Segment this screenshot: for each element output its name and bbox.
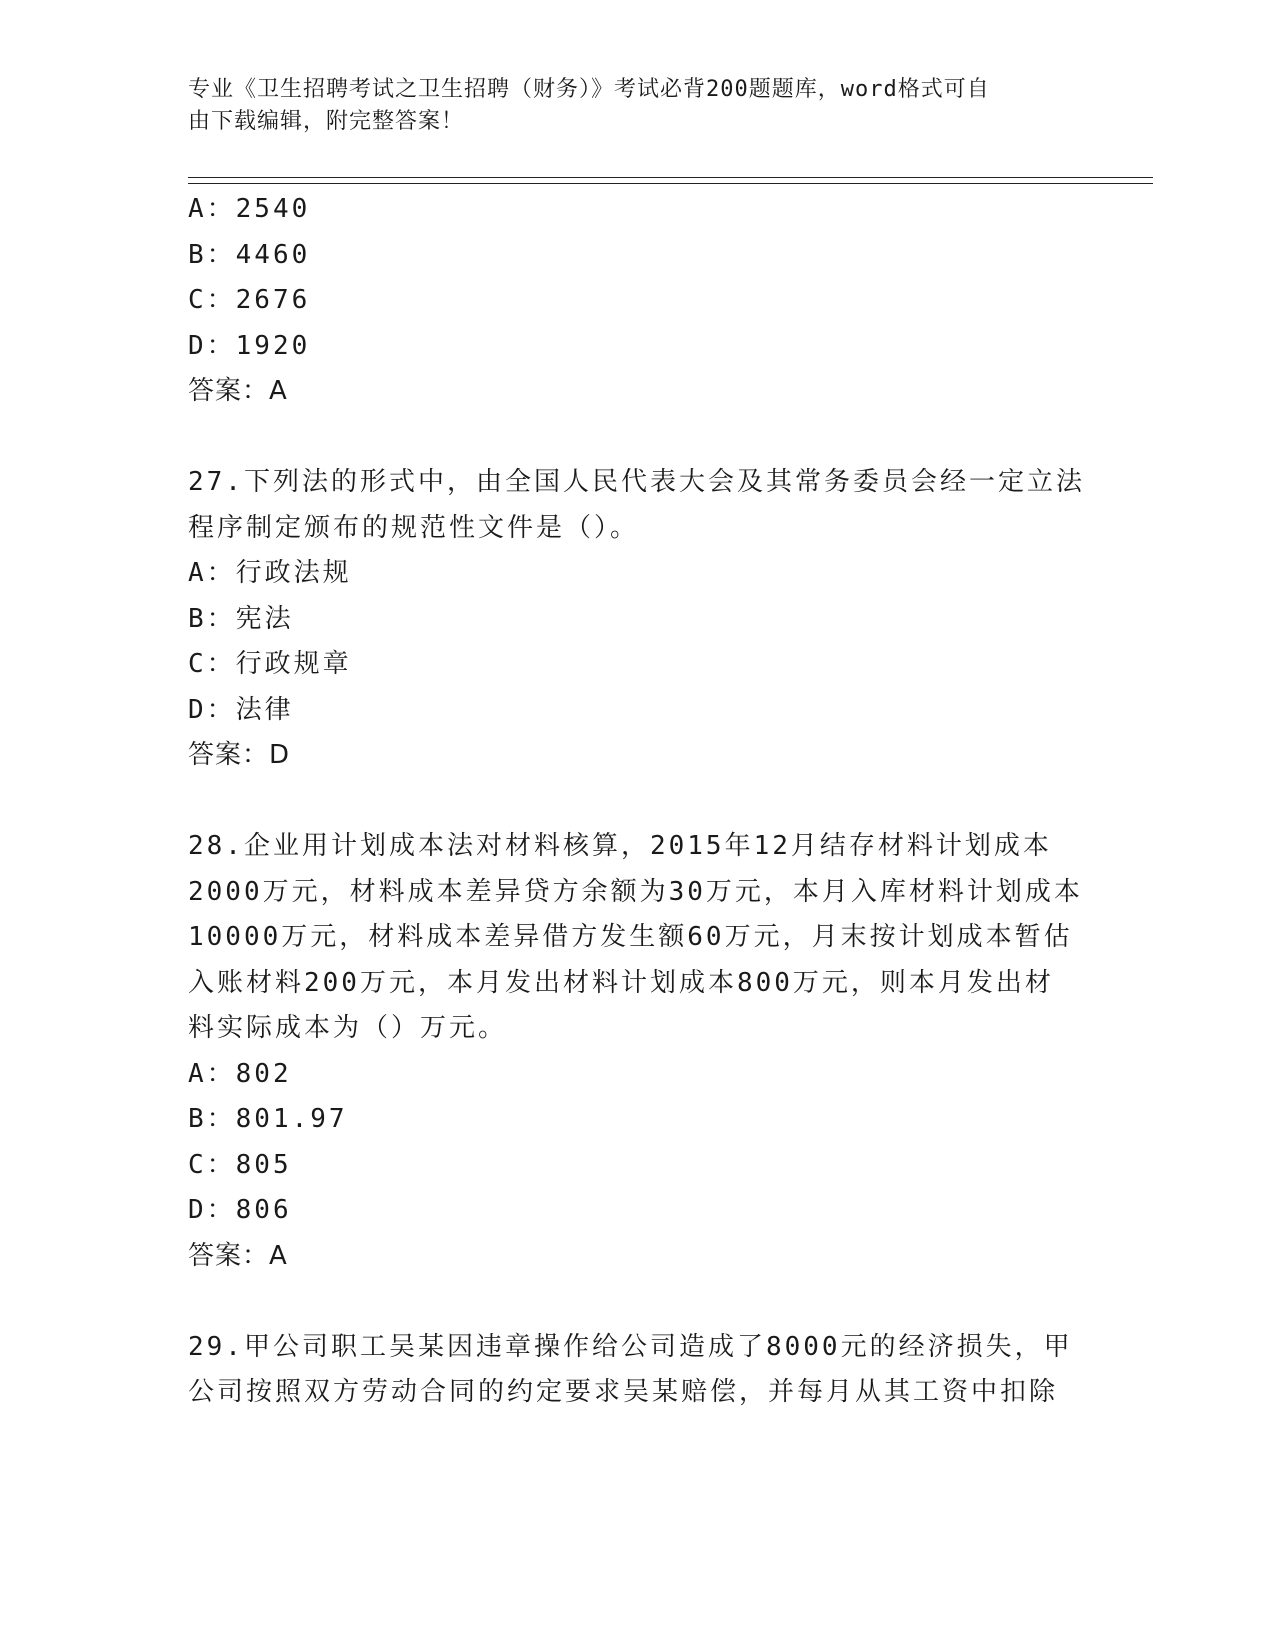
- header-divider-top: [188, 177, 1153, 178]
- option-d: D：法律: [188, 694, 294, 725]
- option-a: A：802: [188, 1058, 292, 1089]
- header-divider-bottom: [188, 183, 1153, 184]
- spacer: [188, 415, 1088, 461]
- question-28: [188, 824, 1088, 1279]
- document-header: [188, 74, 1088, 138]
- option-a: A：行政法规: [188, 558, 352, 588]
- option-b: B：4460: [188, 239, 311, 270]
- question-stem-line: 程序制定颁布的规范性文件是（）。: [188, 512, 640, 543]
- option-c: C：2676: [188, 285, 311, 315]
- question-stem-line: 27.下列法的形式中，由全国人民代表大会及其常务委员会经一定立法: [188, 467, 1085, 497]
- question-stem-line: 料实际成本为（）万元。: [188, 1013, 508, 1043]
- answer-line: 答案：A: [188, 376, 288, 406]
- question-stem-line: 入账材料200万元，本月发出材料计划成本800万元，则本月发出材: [188, 967, 1054, 998]
- spacer: [188, 1279, 1088, 1325]
- option-c: C：805: [188, 1149, 292, 1180]
- question-29: [188, 1325, 1088, 1416]
- option-a: A：2540: [188, 194, 311, 224]
- option-c: C：行政规章: [188, 649, 352, 679]
- question-27: [188, 460, 1088, 779]
- question-stem-line: 2000万元，材料成本差异贷方余额为30万元，本月入库材料计划成本: [188, 876, 1083, 907]
- header-line-2: 由下载编辑，附完整答案！: [188, 109, 465, 134]
- question-stem-line: 10000万元，材料成本差异借方发生额60万元，月末按计划成本暂估: [188, 922, 1073, 952]
- option-b: B：宪法: [188, 603, 294, 634]
- spacer: [188, 779, 1088, 825]
- option-d: D：1920: [188, 330, 311, 361]
- answer-line: 答案：A: [188, 1240, 288, 1271]
- option-d: D：806: [188, 1195, 292, 1225]
- answer-line: 答案：D: [188, 740, 291, 770]
- header-line-1: 专业《卫生招聘考试之卫生招聘（财务）》考试必背200题题库，word格式可自: [188, 77, 990, 102]
- question-stem-line: 28.企业用计划成本法对材料核算，2015年12月结存材料计划成本: [188, 831, 1052, 861]
- question-list: [188, 187, 1088, 1416]
- option-b: B：801.97: [188, 1104, 348, 1134]
- question-26: [188, 187, 1088, 415]
- question-stem-line: 29.甲公司职工吴某因违章操作给公司造成了8000元的经济损失，甲: [188, 1331, 1073, 1362]
- question-stem-line: 公司按照双方劳动合同的约定要求吴某赔偿，并每月从其工资中扣除: [188, 1377, 1059, 1407]
